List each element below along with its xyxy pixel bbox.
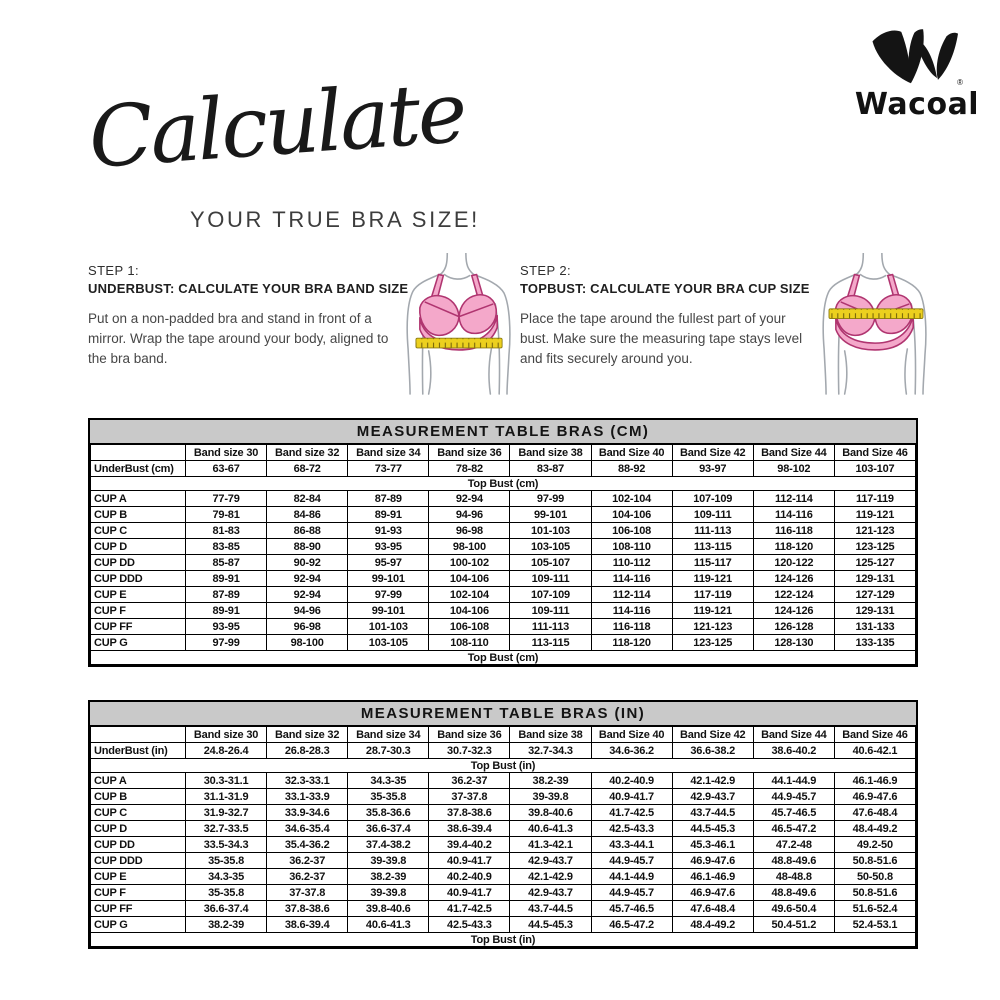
band-size-header: Band Size 42 (672, 727, 753, 743)
underbust-value: 103-107 (834, 461, 915, 477)
cup-label: CUP E (91, 587, 186, 603)
top-bust-range: 42.5-43.3 (429, 917, 510, 933)
top-bust-separator-row (91, 933, 916, 947)
measurement-table-in (88, 700, 918, 949)
top-bust-range: 87-89 (186, 587, 267, 603)
top-bust-range: 97-99 (348, 587, 429, 603)
top-bust-range: 113-115 (672, 539, 753, 555)
underbust-value: 38.6-40.2 (753, 743, 834, 759)
top-bust-range: 90-92 (267, 555, 348, 571)
band-size-header: Band size 30 (186, 727, 267, 743)
underbust-row (91, 743, 916, 759)
top-bust-range: 47.6-48.4 (672, 901, 753, 917)
cup-row (91, 539, 916, 555)
top-bust-range: 84-86 (267, 507, 348, 523)
top-bust-range: 128-130 (753, 635, 834, 651)
top-bust-range: 50.8-51.6 (834, 885, 915, 901)
top-bust-label: Top Bust (in) (91, 759, 916, 773)
top-bust-range: 117-119 (672, 587, 753, 603)
underbust-label: UnderBust (cm) (91, 461, 186, 477)
top-bust-range: 35-35.8 (348, 789, 429, 805)
top-bust-range: 42.5-43.3 (591, 821, 672, 837)
top-bust-range: 93-95 (186, 619, 267, 635)
band-size-header: Band Size 40 (591, 445, 672, 461)
cup-label: CUP D (91, 821, 186, 837)
page-subtitle: YOUR TRUE BRA SIZE! (190, 207, 480, 232)
top-bust-range: 133-135 (834, 635, 915, 651)
top-bust-range: 118-120 (591, 635, 672, 651)
top-bust-label: Top Bust (cm) (91, 651, 916, 665)
top-bust-range: 39-39.8 (510, 789, 591, 805)
top-bust-range: 102-104 (429, 587, 510, 603)
page-title-script: Calculate (85, 63, 468, 187)
top-bust-range: 103-105 (510, 539, 591, 555)
top-bust-range: 91-93 (348, 523, 429, 539)
top-bust-range: 42.9-43.7 (510, 853, 591, 869)
top-bust-range: 37.4-38.2 (348, 837, 429, 853)
top-bust-range: 103-105 (348, 635, 429, 651)
cup-row (91, 789, 916, 805)
top-bust-range: 115-117 (672, 555, 753, 571)
cup-row (91, 571, 916, 587)
top-bust-range: 112-114 (591, 587, 672, 603)
table-title: MEASUREMENT TABLE BRAS (IN) (90, 702, 916, 726)
top-bust-range: 33.1-33.9 (267, 789, 348, 805)
band-size-header: Band Size 46 (834, 445, 915, 461)
cup-label: CUP E (91, 869, 186, 885)
top-bust-range: 36.2-37 (429, 773, 510, 789)
underbust-value: 30.7-32.3 (429, 743, 510, 759)
cup-row (91, 917, 916, 933)
top-bust-range: 119-121 (672, 571, 753, 587)
top-bust-range: 46.5-47.2 (753, 821, 834, 837)
underbust-value: 68-72 (267, 461, 348, 477)
top-bust-range: 104-106 (591, 507, 672, 523)
band-size-header: Band Size 40 (591, 727, 672, 743)
top-bust-range: 46.5-47.2 (591, 917, 672, 933)
top-bust-range: 99-101 (348, 571, 429, 587)
top-bust-range: 34.6-35.4 (267, 821, 348, 837)
cup-row (91, 837, 916, 853)
step-2-text (520, 263, 812, 395)
top-bust-range: 35-35.8 (186, 885, 267, 901)
brand-logo (850, 26, 984, 120)
top-bust-range: 86-88 (267, 523, 348, 539)
top-bust-range: 51.6-52.4 (834, 901, 915, 917)
top-bust-range: 33.9-34.6 (267, 805, 348, 821)
top-bust-range: 124-126 (753, 571, 834, 587)
top-bust-range: 42.9-43.7 (672, 789, 753, 805)
top-bust-range: 50.8-51.6 (834, 853, 915, 869)
band-size-header: Band size 38 (510, 445, 591, 461)
step-label: STEP 1: (88, 263, 139, 278)
top-bust-range: 41.7-42.5 (429, 901, 510, 917)
top-bust-range: 131-133 (834, 619, 915, 635)
top-bust-range: 48-48.8 (753, 869, 834, 885)
top-bust-range: 45.3-46.1 (672, 837, 753, 853)
top-bust-range: 119-121 (834, 507, 915, 523)
top-bust-range: 31.1-31.9 (186, 789, 267, 805)
header-row (91, 727, 916, 743)
band-size-header: Band Size 44 (753, 445, 834, 461)
top-bust-label: Top Bust (in) (91, 933, 916, 947)
top-bust-range: 39.8-40.6 (510, 805, 591, 821)
top-bust-range: 33.5-34.3 (186, 837, 267, 853)
top-bust-range: 104-106 (429, 571, 510, 587)
underbust-value: 24.8-26.4 (186, 743, 267, 759)
top-bust-range: 49.6-50.4 (753, 901, 834, 917)
band-size-header: Band size 30 (186, 445, 267, 461)
top-bust-range: 45.7-46.5 (591, 901, 672, 917)
underbust-value: 78-82 (429, 461, 510, 477)
top-bust-range: 116-118 (591, 619, 672, 635)
top-bust-range: 83-85 (186, 539, 267, 555)
top-bust-label: Top Bust (cm) (91, 477, 916, 491)
top-bust-separator-row (91, 759, 916, 773)
underbust-value: 63-67 (186, 461, 267, 477)
top-bust-range: 32.3-33.1 (267, 773, 348, 789)
top-bust-range: 114-116 (753, 507, 834, 523)
top-bust-range: 117-119 (834, 491, 915, 507)
top-bust-range: 116-118 (753, 523, 834, 539)
band-size-header: Band size 34 (348, 727, 429, 743)
cup-row (91, 805, 916, 821)
cup-label: CUP C (91, 805, 186, 821)
top-bust-range: 34.3-35 (186, 869, 267, 885)
cup-label: CUP DD (91, 837, 186, 853)
top-bust-range: 95-97 (348, 555, 429, 571)
cup-label: CUP G (91, 917, 186, 933)
top-bust-range: 105-107 (510, 555, 591, 571)
cup-row (91, 885, 916, 901)
top-bust-range: 47.2-48 (753, 837, 834, 853)
top-bust-range: 96-98 (267, 619, 348, 635)
top-bust-range: 118-120 (753, 539, 834, 555)
step-body: Place the tape around the fullest part of your bust. Make sure the measuring tape stays level and fits securely around you. (520, 311, 803, 366)
band-size-header: Band size 38 (510, 727, 591, 743)
top-bust-range: 36.6-37.4 (348, 821, 429, 837)
underbust-value: 73-77 (348, 461, 429, 477)
top-bust-range: 88-90 (267, 539, 348, 555)
top-bust-range: 43.7-44.5 (672, 805, 753, 821)
top-bust-range: 46.1-46.9 (672, 869, 753, 885)
top-bust-range: 50-50.8 (834, 869, 915, 885)
top-bust-range: 108-110 (591, 539, 672, 555)
cup-label: CUP G (91, 635, 186, 651)
top-bust-range: 77-79 (186, 491, 267, 507)
top-bust-range: 42.1-42.9 (672, 773, 753, 789)
top-bust-range: 41.7-42.5 (591, 805, 672, 821)
top-bust-range: 40.9-41.7 (591, 789, 672, 805)
corner-cell (91, 445, 186, 461)
top-bust-range: 46.9-47.6 (834, 789, 915, 805)
underbust-value: 32.7-34.3 (510, 743, 591, 759)
cup-label: CUP F (91, 603, 186, 619)
top-bust-range: 109-111 (672, 507, 753, 523)
top-bust-range: 48.4-49.2 (834, 821, 915, 837)
top-bust-range: 123-125 (672, 635, 753, 651)
size-table (90, 444, 916, 665)
top-bust-range: 111-113 (672, 523, 753, 539)
top-bust-range: 110-112 (591, 555, 672, 571)
underbust-measuring-illustration (400, 253, 520, 395)
top-bust-range: 92-94 (267, 587, 348, 603)
top-bust-range: 32.7-33.5 (186, 821, 267, 837)
top-bust-range: 38.2-39 (348, 869, 429, 885)
underbust-value: 93-97 (672, 461, 753, 477)
top-bust-range: 35-35.8 (186, 853, 267, 869)
top-bust-range: 107-109 (510, 587, 591, 603)
top-bust-range: 111-113 (510, 619, 591, 635)
cup-row (91, 523, 916, 539)
top-bust-range: 121-123 (834, 523, 915, 539)
cup-row (91, 869, 916, 885)
band-size-header: Band size 36 (429, 445, 510, 461)
top-bust-range: 40.2-40.9 (429, 869, 510, 885)
top-bust-range: 43.3-44.1 (591, 837, 672, 853)
band-size-header: Band Size 44 (753, 727, 834, 743)
cup-label: CUP C (91, 523, 186, 539)
band-size-header: Band size 36 (429, 727, 510, 743)
top-bust-range: 41.3-42.1 (510, 837, 591, 853)
cup-row (91, 587, 916, 603)
cup-label: CUP F (91, 885, 186, 901)
registered-mark: ® (957, 78, 963, 88)
step-heading: UNDERBUST: CALCULATE YOUR BRA BAND SIZE (88, 281, 409, 296)
top-bust-range: 44.5-45.3 (672, 821, 753, 837)
top-bust-range: 82-84 (267, 491, 348, 507)
top-bust-range: 47.6-48.4 (834, 805, 915, 821)
cup-label: CUP FF (91, 619, 186, 635)
top-bust-range: 34.3-35 (348, 773, 429, 789)
band-size-header: Band size 34 (348, 445, 429, 461)
top-bust-range: 37.8-38.6 (429, 805, 510, 821)
top-bust-range: 94-96 (267, 603, 348, 619)
top-bust-range: 38.6-39.4 (267, 917, 348, 933)
top-bust-range: 79-81 (186, 507, 267, 523)
top-bust-range: 35.4-36.2 (267, 837, 348, 853)
underbust-value: 34.6-36.2 (591, 743, 672, 759)
brand-wordmark: Wacoal (854, 87, 980, 122)
top-bust-range: 99-101 (348, 603, 429, 619)
top-bust-range: 30.3-31.1 (186, 773, 267, 789)
top-bust-range: 101-103 (348, 619, 429, 635)
underbust-label: UnderBust (in) (91, 743, 186, 759)
underbust-value: 83-87 (510, 461, 591, 477)
top-bust-range: 106-108 (591, 523, 672, 539)
cup-row (91, 635, 916, 651)
top-bust-range: 45.7-46.5 (753, 805, 834, 821)
top-bust-range: 97-99 (510, 491, 591, 507)
underbust-row (91, 461, 916, 477)
underbust-value: 98-102 (753, 461, 834, 477)
top-bust-range: 38.6-39.4 (429, 821, 510, 837)
band-size-header: Band size 32 (267, 445, 348, 461)
top-bust-range: 109-111 (510, 571, 591, 587)
top-bust-range: 119-121 (672, 603, 753, 619)
top-bust-range: 39.4-40.2 (429, 837, 510, 853)
top-bust-range: 46.9-47.6 (672, 853, 753, 869)
step-1-text (88, 263, 409, 395)
top-bust-range: 37.8-38.6 (267, 901, 348, 917)
top-bust-range: 114-116 (591, 571, 672, 587)
top-bust-range: 126-128 (753, 619, 834, 635)
top-bust-range: 94-96 (429, 507, 510, 523)
top-bust-range: 92-94 (429, 491, 510, 507)
top-bust-range: 127-129 (834, 587, 915, 603)
top-bust-range: 89-91 (186, 603, 267, 619)
top-bust-range: 42.9-43.7 (510, 885, 591, 901)
cup-row (91, 821, 916, 837)
top-bust-range: 109-111 (510, 603, 591, 619)
top-bust-range: 114-116 (591, 603, 672, 619)
top-bust-range: 122-124 (753, 587, 834, 603)
top-bust-range: 96-98 (429, 523, 510, 539)
top-bust-range: 31.9-32.7 (186, 805, 267, 821)
top-bust-range: 106-108 (429, 619, 510, 635)
top-bust-range: 121-123 (672, 619, 753, 635)
top-bust-range: 52.4-53.1 (834, 917, 915, 933)
cup-label: CUP D (91, 539, 186, 555)
underbust-value: 26.8-28.3 (267, 743, 348, 759)
top-bust-range: 129-131 (834, 603, 915, 619)
step-2 (520, 263, 936, 395)
cup-row (91, 901, 916, 917)
top-bust-range: 99-101 (510, 507, 591, 523)
top-bust-range: 129-131 (834, 571, 915, 587)
top-bust-range: 38.2-39 (186, 917, 267, 933)
step-heading: TOPBUST: CALCULATE YOUR BRA CUP SIZE (520, 281, 810, 296)
top-bust-separator-row (91, 651, 916, 665)
top-bust-range: 89-91 (186, 571, 267, 587)
size-table (90, 726, 916, 947)
top-bust-range: 50.4-51.2 (753, 917, 834, 933)
top-bust-range: 87-89 (348, 491, 429, 507)
top-bust-range: 104-106 (429, 603, 510, 619)
top-bust-range: 36.2-37 (267, 869, 348, 885)
top-bust-range: 107-109 (672, 491, 753, 507)
top-bust-range: 44.9-45.7 (591, 853, 672, 869)
top-bust-range: 97-99 (186, 635, 267, 651)
top-bust-range: 85-87 (186, 555, 267, 571)
top-bust-range: 89-91 (348, 507, 429, 523)
top-bust-range: 120-122 (753, 555, 834, 571)
cup-label: CUP FF (91, 901, 186, 917)
top-bust-range: 44.9-45.7 (591, 885, 672, 901)
top-bust-range: 123-125 (834, 539, 915, 555)
top-bust-range: 40.6-41.3 (348, 917, 429, 933)
cup-row (91, 555, 916, 571)
cup-label: CUP B (91, 789, 186, 805)
step-label: STEP 2: (520, 263, 571, 278)
cup-row (91, 773, 916, 789)
top-bust-range: 43.7-44.5 (510, 901, 591, 917)
top-bust-range: 108-110 (429, 635, 510, 651)
top-bust-range: 44.1-44.9 (591, 869, 672, 885)
measurement-table-cm (88, 418, 918, 667)
top-bust-range: 102-104 (591, 491, 672, 507)
band-size-header: Band Size 46 (834, 727, 915, 743)
underbust-value: 36.6-38.2 (672, 743, 753, 759)
underbust-value: 40.6-42.1 (834, 743, 915, 759)
top-bust-range: 42.1-42.9 (510, 869, 591, 885)
top-bust-range: 113-115 (510, 635, 591, 651)
top-bust-range: 48.8-49.6 (753, 885, 834, 901)
cup-label: CUP B (91, 507, 186, 523)
top-bust-range: 38.2-39 (510, 773, 591, 789)
top-bust-range: 100-102 (429, 555, 510, 571)
top-bust-range: 35.8-36.6 (348, 805, 429, 821)
cup-row (91, 603, 916, 619)
table-title: MEASUREMENT TABLE BRAS (CM) (90, 420, 916, 444)
band-size-header: Band size 32 (267, 727, 348, 743)
top-bust-range: 37-37.8 (267, 885, 348, 901)
top-bust-range: 40.9-41.7 (429, 885, 510, 901)
top-bust-range: 40.2-40.9 (591, 773, 672, 789)
cup-label: CUP A (91, 773, 186, 789)
top-bust-range: 40.6-41.3 (510, 821, 591, 837)
top-bust-range: 39.8-40.6 (348, 901, 429, 917)
cup-row (91, 491, 916, 507)
top-bust-range: 40.9-41.7 (429, 853, 510, 869)
corner-cell (91, 727, 186, 743)
top-bust-range: 44.5-45.3 (510, 917, 591, 933)
cup-row (91, 853, 916, 869)
top-bust-range: 46.1-46.9 (834, 773, 915, 789)
step-1 (88, 263, 520, 395)
top-bust-range: 39-39.8 (348, 853, 429, 869)
top-bust-range: 81-83 (186, 523, 267, 539)
top-bust-range: 39-39.8 (348, 885, 429, 901)
step-body: Put on a non-padded bra and stand in front of a mirror. Wrap the tape around your body, aligned to the bra band. (88, 311, 389, 366)
top-bust-range: 36.6-37.4 (186, 901, 267, 917)
band-size-header: Band Size 42 (672, 445, 753, 461)
top-bust-range: 98-100 (429, 539, 510, 555)
top-bust-range: 36.2-37 (267, 853, 348, 869)
top-bust-range: 46.9-47.6 (672, 885, 753, 901)
cup-label: CUP DDD (91, 853, 186, 869)
top-bust-range: 37-37.8 (429, 789, 510, 805)
top-bust-range: 48.4-49.2 (672, 917, 753, 933)
top-bust-range: 98-100 (267, 635, 348, 651)
cup-label: CUP A (91, 491, 186, 507)
top-bust-range: 49.2-50 (834, 837, 915, 853)
topbust-measuring-illustration (816, 253, 936, 395)
top-bust-range: 48.8-49.6 (753, 853, 834, 869)
top-bust-range: 44.9-45.7 (753, 789, 834, 805)
wacoal-logo-icon (869, 26, 965, 90)
top-bust-range: 44.1-44.9 (753, 773, 834, 789)
top-bust-range: 101-103 (510, 523, 591, 539)
steps-section (88, 263, 936, 395)
cup-label: CUP DD (91, 555, 186, 571)
top-bust-separator-row (91, 477, 916, 491)
top-bust-range: 112-114 (753, 491, 834, 507)
underbust-value: 28.7-30.3 (348, 743, 429, 759)
top-bust-range: 92-94 (267, 571, 348, 587)
header-row (91, 445, 916, 461)
top-bust-range: 93-95 (348, 539, 429, 555)
top-bust-range: 125-127 (834, 555, 915, 571)
top-bust-range: 124-126 (753, 603, 834, 619)
cup-label: CUP DDD (91, 571, 186, 587)
underbust-value: 88-92 (591, 461, 672, 477)
cup-row (91, 619, 916, 635)
cup-row (91, 507, 916, 523)
